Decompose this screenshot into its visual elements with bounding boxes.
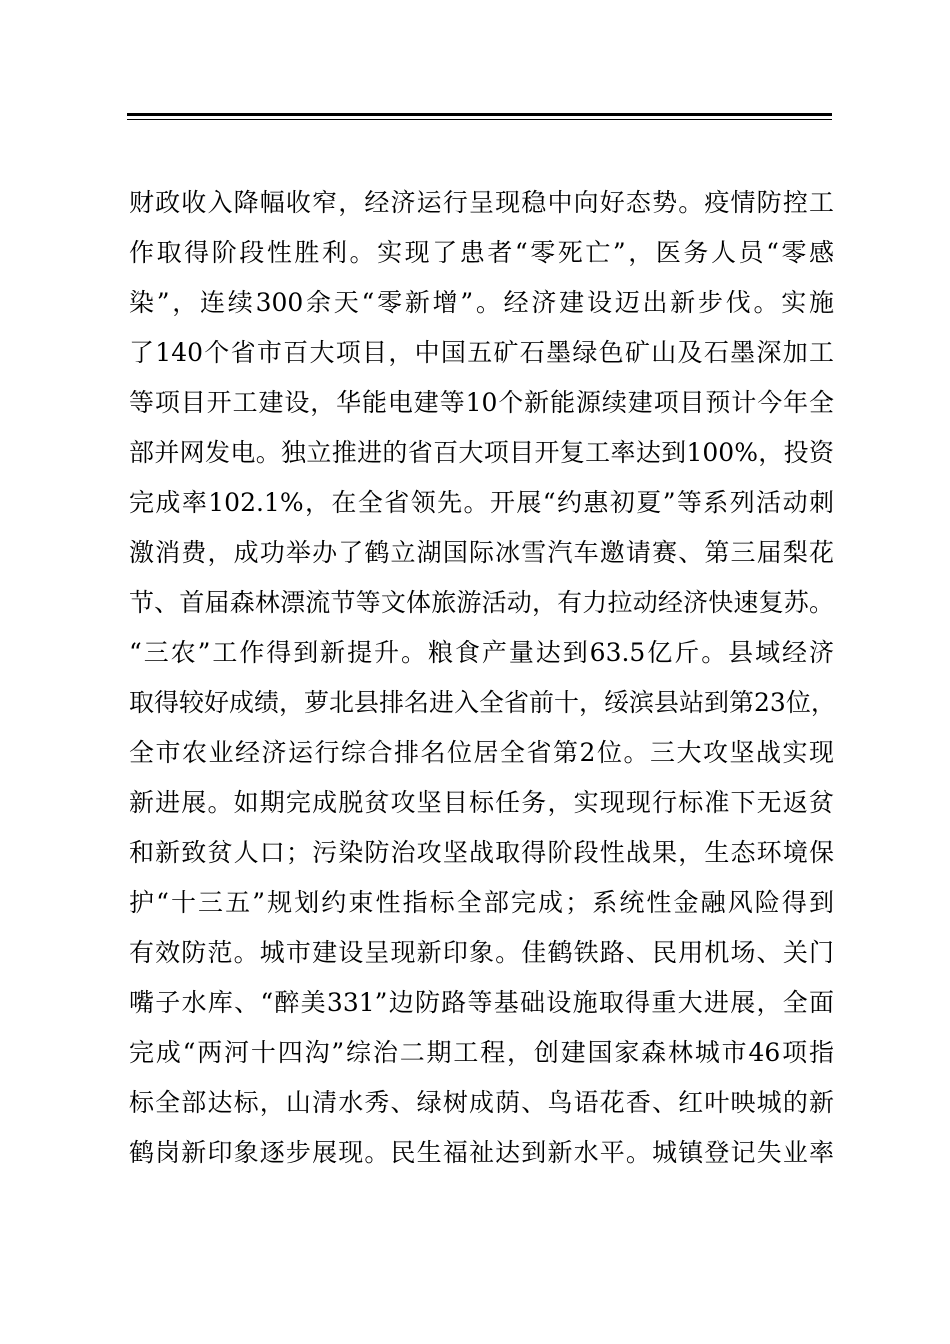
text-line: 完成率102.1%，在全省领先。开展“约惠初夏”等系列活动刺 (129, 488, 834, 517)
text-line: 作取得阶段性胜利。实现了患者“零死亡”，医务人员“零感 (129, 238, 834, 267)
text-line: 部并网发电。独立推进的省百大项目开复工率达到100%，投资 (129, 438, 834, 467)
text-line: 等项目开工建设，华能电建等10个新能源续建项目预计今年全 (129, 388, 834, 417)
body-paragraph (129, 178, 834, 1178)
text-line: 染”，连续300余天“零新增”。经济建设迈出新步伐。实施 (129, 288, 834, 317)
text-line: 护“十三五”规划约束性指标全部完成；系统性金融风险得到 (129, 888, 834, 917)
text-line: 嘴子水库、“醉美331”边防路等基础设施取得重大进展，全面 (129, 988, 834, 1017)
text-line: 标全部达标，山清水秀、绿树成荫、鸟语花香、红叶映城的新 (129, 1088, 834, 1117)
text-line: 财政收入降幅收窄，经济运行呈现稳中向好态势。疫情防控工 (129, 188, 834, 217)
text-line: 新进展。如期完成脱贫攻坚目标任务，实现现行标准下无返贫 (129, 788, 834, 817)
header-double-rule (127, 113, 832, 120)
text-line: 和新致贫人口；污染防治攻坚战取得阶段性战果，生态环境保 (129, 838, 834, 867)
text-line: 完成“两河十四沟”综治二期工程，创建国家森林城市46项指 (129, 1038, 834, 1067)
text-line: 全市农业经济运行综合排名位居全省第2位。三大攻坚战实现 (129, 738, 834, 767)
text-line: 取得较好成绩，萝北县排名进入全省前十，绥滨县站到第23位， (129, 688, 836, 717)
text-line: 激消费，成功举办了鹤立湖国际冰雪汽车邀请赛、第三届梨花 (129, 538, 834, 567)
text-line: 节、首届森林漂流节等文体旅游活动，有力拉动经济快速复苏。 (129, 588, 834, 617)
text-line: 有效防范。城市建设呈现新印象。佳鹤铁路、民用机场、关门 (129, 938, 834, 967)
text-line: “三农”工作得到新提升。粮食产量达到63.5亿斤。县域经济 (129, 638, 834, 667)
text-line: 了140个省市百大项目，中国五矿石墨绿色矿山及石墨深加工 (129, 338, 834, 367)
text-line: 鹤岗新印象逐步展现。民生福祉达到新水平。城镇登记失业率 (129, 1138, 834, 1167)
